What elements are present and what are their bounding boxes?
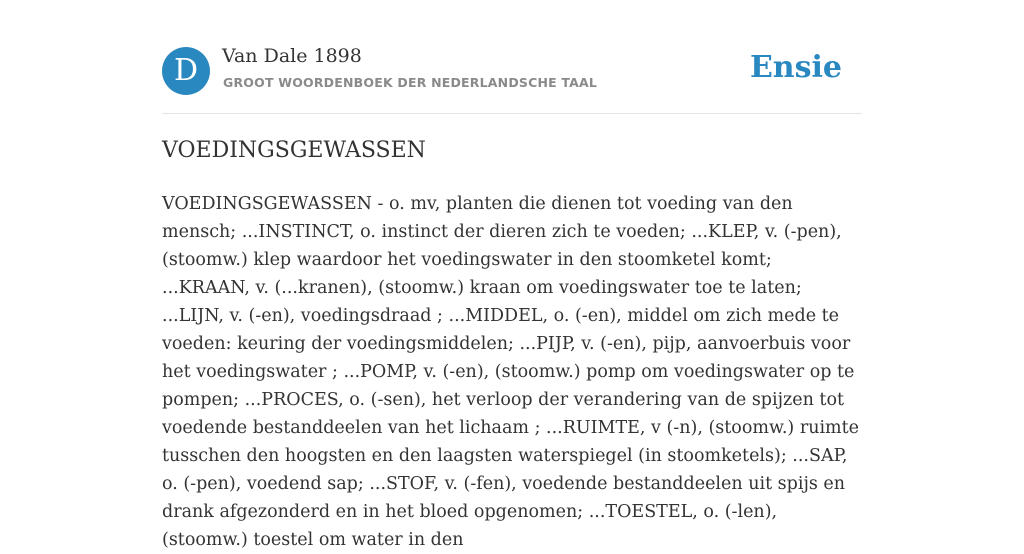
- source-header: [162, 0, 862, 114]
- source-subtitle: GROOT WOORDENBOEK DER NEDERLANDSCHE TAAL: [223, 75, 598, 90]
- brand-logo[interactable]: Ensie: [749, 50, 842, 85]
- entry-definition: VOEDINGSGEWASSEN - o. mv, planten die dienen tot voeding van den mensch; ...INSTINCT, o. instinct der dieren zich te voeden; ...KLEP, v. (-pen), (stoomw.) klep waardoor het voedingswater in den stoomketel komt; ...KRAAN, v. (...kranen), (stoomw.) kraan om voedingswater toe te laten; ...LIJN, v. (-en), voedingsdraad ; ...MIDDEL, o. (-en), middel om zich mede te voeden: keuring der voedingsmiddelen; ...PIJP, v. (-en), pijp, aanvoerbuis voor het voedingswater ; ...POMP, v. (-en), (stoomw.) pomp om voedingswater op te pompen; ...PROCES, o. (-sen), het verloop der verandering van de spijzen tot voedende bestanddeelen van het lichaam ; ...RUIMTE, v (-n), (stoomw.) ruimte tusschen den hoogsten en den laagsten waterspiegel (in stoomketels); ...SAP, o. (-pen), voedend sap; ...STOF, v. (-fen), voedende bestanddeelen uit spijs en drank afgezonderd en in het bloed opgenomen; ...TOESTEL, o. (-len), (stoomw.) toestel om water in den: [162, 194, 860, 550]
- dictionary-logo-icon[interactable]: D: [162, 47, 210, 95]
- entry-headword: VOEDINGSGEWASSEN: [162, 138, 426, 163]
- source-title[interactable]: Van Dale 1898: [222, 45, 362, 67]
- content-container: [162, 0, 862, 550]
